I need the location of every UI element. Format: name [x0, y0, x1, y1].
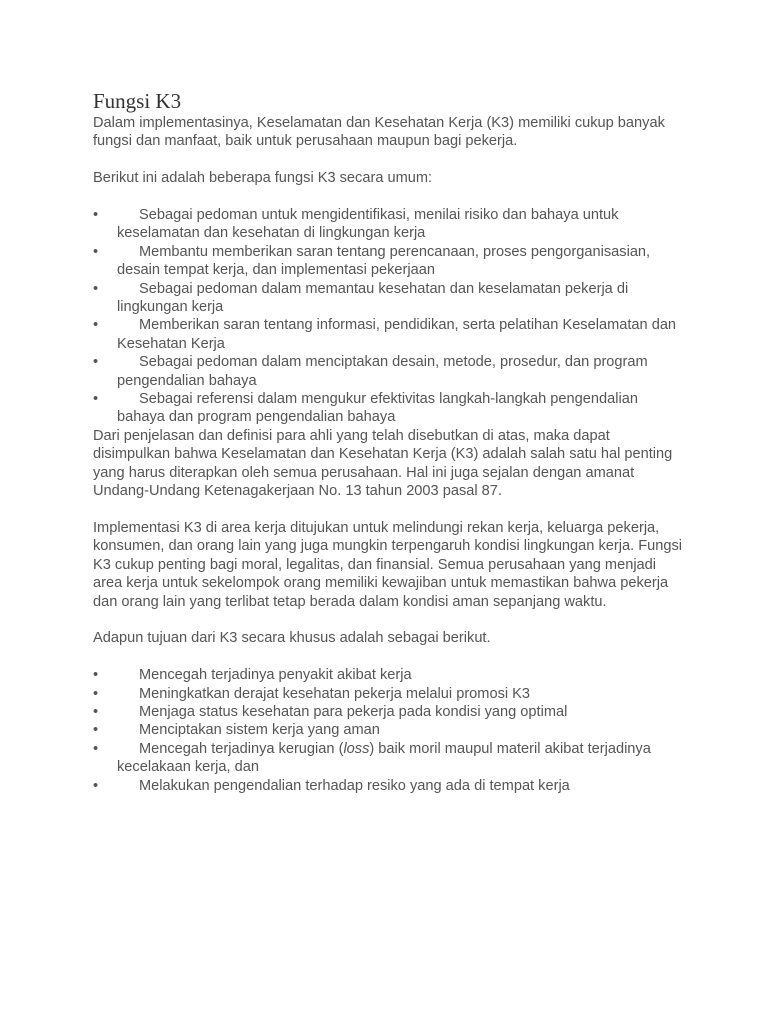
bullet-icon: •	[93, 391, 99, 408]
list-item	[93, 666, 683, 684]
list-item	[93, 777, 683, 795]
list-item-text: Melakukan pengendalian terhadap resiko yang ada di tempat kerja	[139, 777, 570, 794]
list-item-text: Sebagai pedoman dalam menciptakan desain, metode, prosedur, dan program pengendalian bahaya	[117, 354, 648, 389]
list-item-text: Meningkatkan derajat kesehatan pekerja melalui promosi K3	[139, 685, 531, 702]
bullet-icon: •	[93, 280, 99, 297]
list-item	[93, 353, 683, 390]
list-item	[93, 390, 683, 427]
spacer	[93, 501, 683, 519]
list-item-text: Menjaga status kesehatan para pekerja pada kondisi yang optimal	[139, 703, 568, 720]
document-page	[93, 88, 683, 795]
implementation-paragraph: Implementasi K3 di area kerja ditujukan untuk melindungi rekan kerja, keluarga pekerja, konsumen, dan orang lain yang juga mungkin terpengaruh kondisi lingkungan kerja. Fungsi K3 cukup penting bagi moral, legalitas, dan finansial. Semua perusahaan yang menjadi area kerja untuk sekelompok orang memiliki kewajiban untuk memastikan bahwa pekerja dan orang lain yang terlibat tetap berada dalam kondisi aman sepanjang waktu.	[93, 519, 682, 610]
functions-lead-paragraph: Berikut ini adalah beberapa fungsi K3 secara umum:	[93, 170, 433, 187]
spacer	[93, 648, 683, 666]
bullet-icon: •	[93, 667, 99, 684]
goals-lead-paragraph: Adapun tujuan dari K3 secara khusus adalah sebagai berikut.	[93, 630, 491, 647]
spacer	[93, 188, 683, 206]
list-item-text: Mencegah terjadinya penyakit akibat kerja	[139, 667, 412, 684]
spacer	[93, 611, 683, 629]
list-item	[93, 740, 683, 777]
list-item	[93, 685, 683, 703]
list-item-text-before: Mencegah terjadinya kerugian (	[139, 740, 344, 757]
intro-paragraph: Dalam implementasinya, Keselamatan dan Kesehatan Kerja (K3) memiliki cukup banyak fungsi dan manfaat, baik untuk perusahaan maupun bagi pekerja.	[93, 115, 665, 150]
list-item	[93, 243, 683, 280]
list-item	[93, 206, 683, 243]
bullet-icon: •	[93, 740, 99, 757]
bullet-icon: •	[93, 354, 99, 371]
functions-list	[93, 206, 683, 427]
list-item-text: Memberikan saran tentang informasi, pendidikan, serta pelatihan Keselamatan dan Kesehatan Kerja	[117, 317, 677, 352]
bullet-icon: •	[93, 207, 99, 223]
list-item-text: Membantu memberikan saran tentang perencanaan, proses pengorganisasian, desain tempat kerja, dan implementasi pekerjaan	[117, 243, 651, 279]
list-item-text: Menciptakan sistem kerja yang aman	[139, 722, 380, 739]
list-item	[93, 316, 683, 353]
list-item-text: Sebagai pedoman dalam memantau kesehatan dan keselamatan pekerja di lingkungan kerja	[117, 280, 629, 316]
list-item-text-after: ) baik moril maupul materil akibat terjadinya kecelakaan kerja, dan	[117, 740, 651, 776]
list-item	[93, 703, 683, 721]
bullet-icon: •	[93, 685, 99, 702]
bullet-icon: •	[93, 317, 99, 334]
bullet-icon: •	[93, 777, 99, 794]
conclusion-paragraph: Dari penjelasan dan definisi para ahli yang telah disebutkan di atas, maka dapat disimpulkan bahwa Keselamatan dan Kesehatan Kerja (K3) adalah salah satu hal penting yang harus diterapkan oleh semua perusahaan. Hal ini juga sejalan dengan amanat Undang-Undang Ketenagakerjaan No. 13 tahun 2003 pasal 87.	[93, 427, 673, 500]
bullet-icon: •	[93, 722, 99, 739]
list-item	[93, 280, 683, 317]
goals-list	[93, 666, 683, 795]
document-title: Fungsi K3	[93, 89, 182, 113]
list-item-text: Sebagai pedoman untuk mengidentifikasi, menilai risiko dan bahaya untuk keselamatan dan kesehatan di lingkungan kerja	[117, 207, 619, 242]
list-item-text: Sebagai referensi dalam mengukur efektivitas langkah-langkah pengendalian bahaya dan program pengendalian bahaya	[117, 391, 638, 426]
bullet-icon: •	[93, 703, 99, 720]
list-item-text-italic: loss	[343, 740, 370, 757]
bullet-icon: •	[93, 243, 99, 260]
spacer	[93, 151, 683, 169]
list-item	[93, 721, 683, 739]
